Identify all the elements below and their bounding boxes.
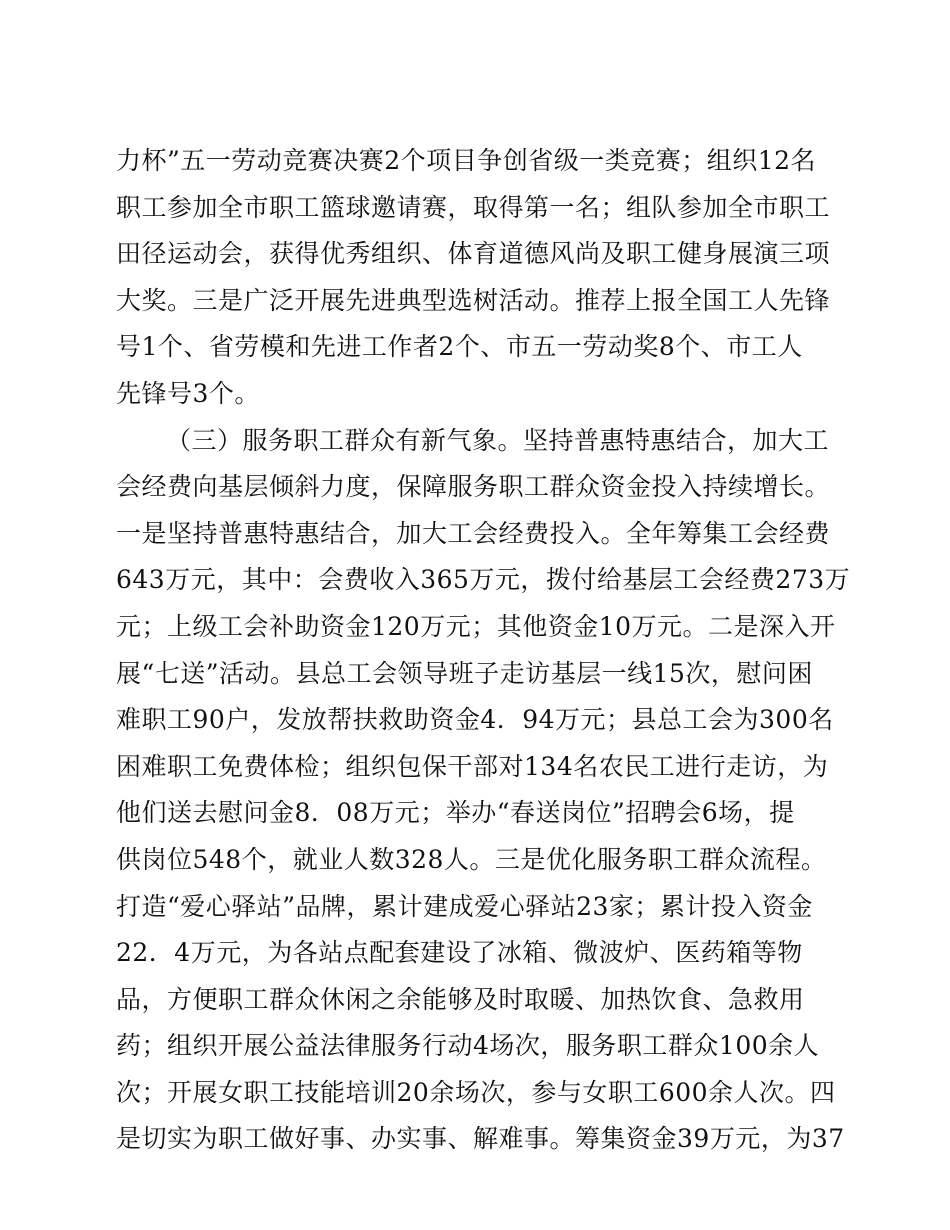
text-line: 元；上级工会补助资金120万元；其他资金10万元。二是深入开 xyxy=(116,611,836,641)
text-line: 会经费向基层倾斜力度，保障服务职工群众资金投入持续增长。 xyxy=(116,472,831,502)
text-line: 先锋号3个。 xyxy=(116,378,260,408)
text-line: 他们送去慰问金8．08万元；举办“春送岗位”招聘会6场，提 xyxy=(116,798,795,828)
body-text xyxy=(116,138,851,1163)
section-heading-line: （三）服务职工群众有新气象。坚持普惠特惠结合，加大工 xyxy=(166,425,830,455)
text-line: 职工参加全市职工篮球邀请赛，取得第一名；组队参加全市职工 xyxy=(116,192,831,222)
text-line: 困难职工免费体检；组织包保干部对134名农民工进行走访，为 xyxy=(116,751,829,781)
text-line: 号1个、省劳模和先进工作者2个、市五一劳动奖8个、市工人 xyxy=(116,332,803,362)
text-line: 展“七送”活动。县总工会领导班子走访基层一线15次，慰问困 xyxy=(116,658,813,688)
text-line: 打造“爱心驿站”品牌，累计建成爱心驿站23家；累计投入资金 xyxy=(116,891,813,921)
text-line: 供岗位548个，就业人数328人。三是优化服务职工群众流程。 xyxy=(116,844,827,874)
text-line: 643万元，其中：会费收入365万元，拨付给基层工会经费273万 xyxy=(116,565,851,595)
text-line: 22．4万元，为各站点配套建设了冰箱、微波炉、医药箱等物 xyxy=(116,938,803,968)
text-line: 次；开展女职工技能培训20余场次，参与女职工600余人次。四 xyxy=(116,1077,836,1107)
text-line: 是切实为职工做好事、办实事、解难事。筹集资金39万元，为37 xyxy=(116,1124,845,1154)
text-line: 田径运动会，获得优秀组织、体育道德风尚及职工健身展演三项 xyxy=(116,239,831,269)
text-line: 药；组织开展公益法律服务行动4场次，服务职工群众100余人 xyxy=(116,1031,820,1061)
text-line: 大奖。三是广泛开展先进典型选树活动。推荐上报全国工人先锋 xyxy=(116,285,831,315)
text-line: 一是坚持普惠特惠结合，加大工会经费投入。全年筹集工会经费 xyxy=(116,518,831,548)
text-line: 难职工90户，发放帮扶救助资金4．94万元；县总工会为300名 xyxy=(116,705,834,735)
text-line: 品，方便职工群众休闲之余能够及时取暖、加热饮食、急救用 xyxy=(116,984,805,1014)
text-line: 力杯”五一劳动竞赛决赛2个项目争创省级一类竞赛；组织12名 xyxy=(116,146,817,175)
